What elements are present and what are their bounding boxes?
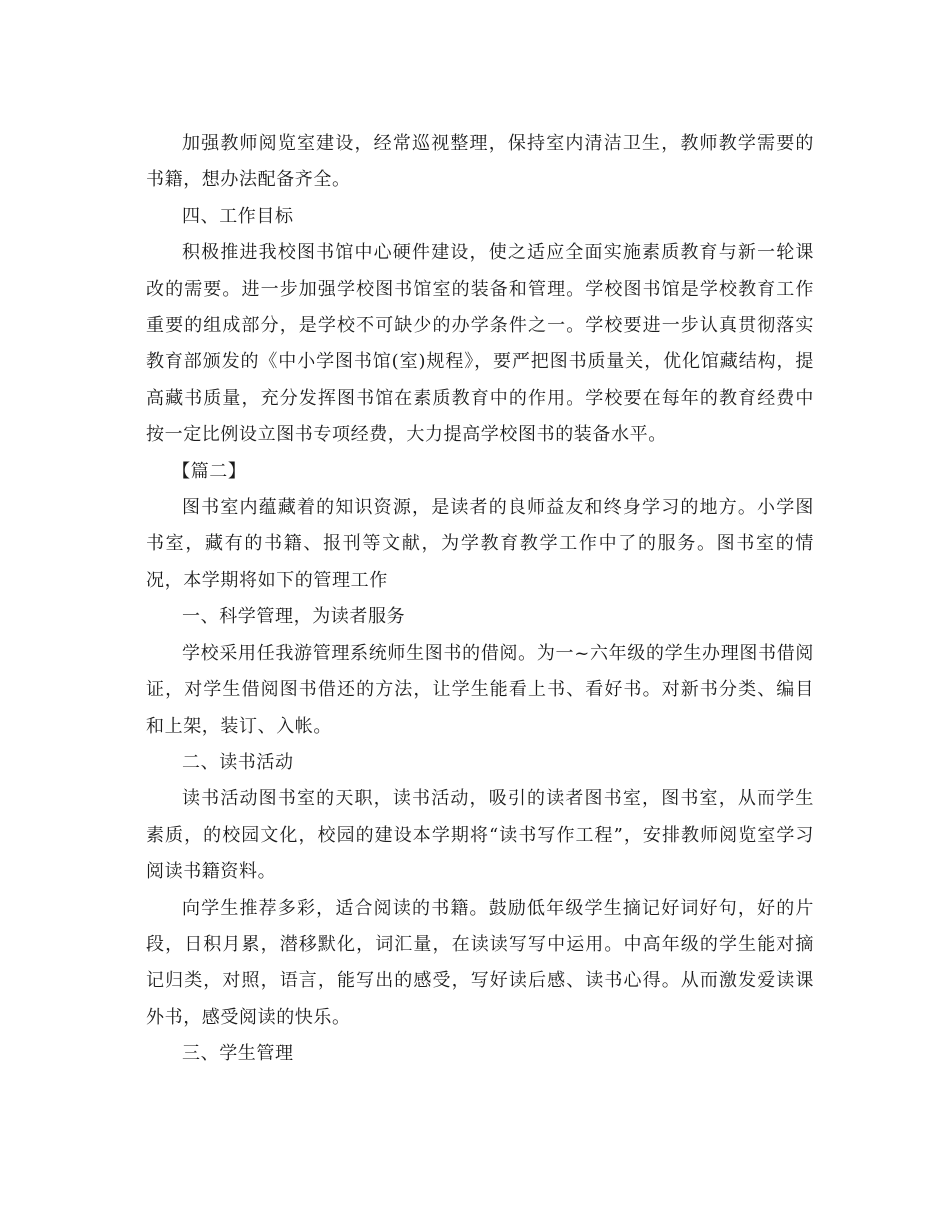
section-heading-student-management: 三、学生管理 [182,1043,294,1065]
document-body [146,126,814,1073]
paragraph-recommend-books: 向学生推荐多彩，适合阅读的书籍。鼓励低年级学生摘记好词好句，好的片段，日积月累，潜移默化，词汇量，在读读写写中运用。中高年级的学生能对摘记归类，对照，语言，能写出的感受，写好读后感、读书心得。从而激发爱读课外书，感受阅读的快乐。 [146,897,814,1028]
section-heading-scientific-management: 一、科学管理，为读者服务 [182,606,406,628]
part-two-marker: 【篇二】 [172,460,247,482]
section-heading-work-goals: 四、工作目标 [182,205,294,227]
section-heading-reading-activities: 二、读书活动 [182,751,294,773]
paragraph-reading-activities: 读书活动图书室的天职，读书活动，吸引的读者图书室，图书室，从而学生素质，的校园文化，校园的建设本学期将“读书写作工程”，安排教师阅览室学习阅读书籍资料。 [146,788,814,883]
paragraph-library-intro: 图书室内蕴藏着的知识资源，是读者的良师益友和终身学习的地方。小学图书室，藏有的书籍、报刊等文献，为学教育教学工作中了的服务。图书室的情况，本学期将如下的管理工作 [146,497,814,591]
paragraph-borrowing-system: 学校采用任我游管理系统师生图书的借阅。为一~六年级的学生办理图书借阅证，对学生借阅图书借还的方法，让学生能看上书、看好书。对新书分类、编目和上架，装订、入帐。 [146,642,814,737]
paragraph-teacher-reading-room: 加强教师阅览室建设，经常巡视整理，保持室内清洁卫生，教师教学需要的书籍，想办法配备齐全。 [146,133,814,191]
paragraph-work-goals: 积极推进我校图书馆中心硬件建设，使之适应全面实施素质教育与新一轮课改的需要。进一步加强学校图书馆室的装备和管理。学校图书馆是学校教育工作重要的组成部分，是学校不可缺少的办学条件之一。学校要进一步认真贯彻落实教育部颁发的《中小学图书馆(室)规程》，要严把图书质量关，优化馆藏结构，提高藏书质量，充分发挥图书馆在素质教育中的作用。学校要在每年的教育经费中按一定比例设立图书专项经费，大力提高学校图书的装备水平。 [146,242,814,446]
